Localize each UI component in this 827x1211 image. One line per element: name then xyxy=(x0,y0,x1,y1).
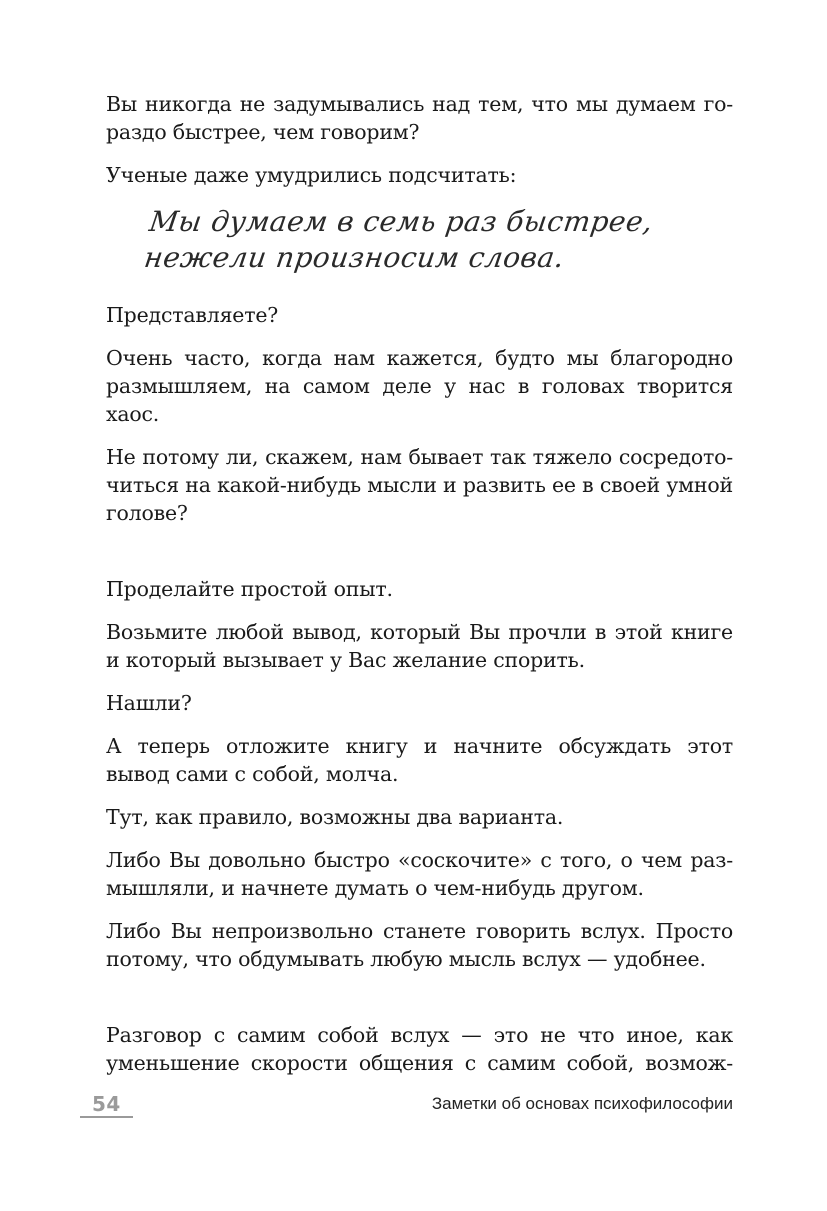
paragraph-chaos: Очень часто, когда нам кажется, будто мы благородно размышляем, на самом деле у нас в головах творится хаос. xyxy=(106,346,733,426)
paragraph-take-conclusion: Возьмите любой вывод, который Вы прочли в этой книге и который вызывает у Вас желание спорить. xyxy=(106,620,733,672)
section-gap xyxy=(106,542,733,575)
page-number-underline xyxy=(80,1116,133,1118)
paragraph-think-faster: Вы никогда не задумывались над тем, что мы думаем го-раздо быстрее, чем говорим? xyxy=(106,92,733,144)
paragraph-imagine: Представляете? xyxy=(106,303,279,327)
paragraph-talking-aloud: Разговор с самим собой вслух — это не что иное, как уменьшение скорости общения с самим собой, возмож- xyxy=(106,1023,733,1075)
running-title: Заметки об основах психофилософии xyxy=(431,1094,733,1113)
paragraph-concentrate: Не потому ли, скажем, нам бывает так тяжело сосредото-читься на какой-нибудь мысли и развить ее в своей умной голове? xyxy=(106,445,733,525)
paragraph-two-options: Тут, как правило, возможны два варианта. xyxy=(106,805,564,829)
paragraph-experiment: Проделайте простой опыт. xyxy=(106,577,393,601)
page-number: 54 xyxy=(92,1092,121,1116)
section-gap xyxy=(106,988,733,1021)
paragraph-option-one: Либо Вы довольно быстро «соскочите» с того, о чем раз-мышляли, и начнете думать о чем-нибудь другом. xyxy=(106,848,733,900)
paragraph-scientists: Ученые даже умудрились подсчитать: xyxy=(106,163,517,187)
paragraph-put-book-away: А теперь отложите книгу и начните обсуждать этот вывод сами с собой, молча. xyxy=(106,734,733,786)
paragraph-found: Нашли? xyxy=(106,691,192,715)
quote-line-2: нежели произносим слова. xyxy=(142,241,567,274)
quote-line-1: Мы думаем в семь раз быстрее, xyxy=(147,205,656,238)
page-body xyxy=(106,90,733,1092)
page-footer xyxy=(80,1090,733,1122)
paragraph-option-two: Либо Вы непроизвольно станете говорить вслух. Просто потому, что обдумывать любую мысль вслух — удобнее. xyxy=(106,919,733,971)
handwritten-quote xyxy=(142,204,733,276)
